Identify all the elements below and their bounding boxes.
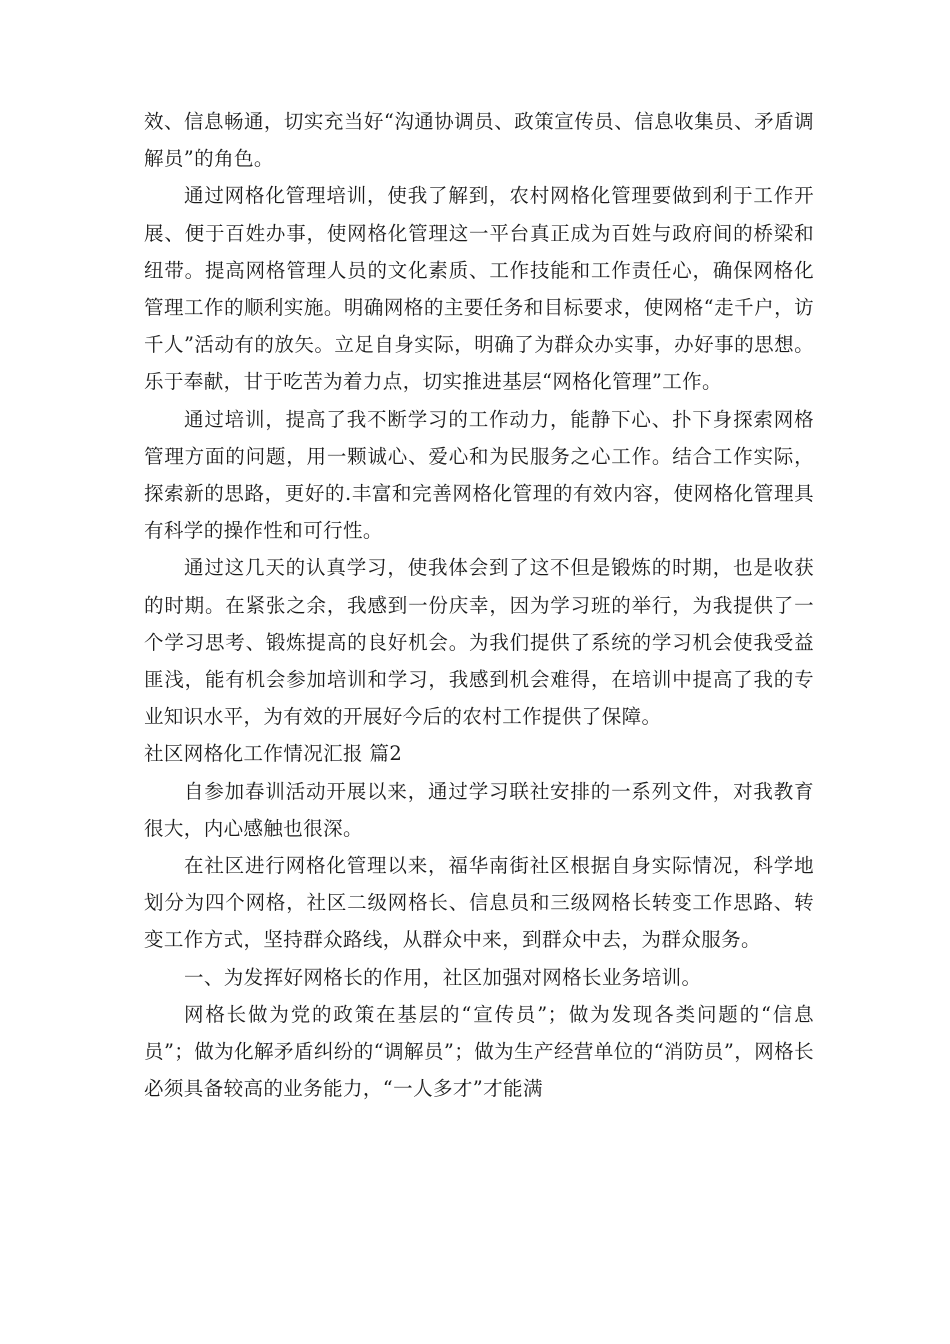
paragraph-point-one: 一、为发挥好网格长的作用，社区加强对网格长业务培训。: [184, 965, 702, 989]
paragraph-training-benefits: 通过网格化管理培训，使我了解到，农村网格化管理要做到利于工作开展、便于百姓办事，使网格化管理这一平台真正成为百姓与政府间的桥梁和纽带。提高网格管理人员的文化素质、工作技能和工作责任心，确保网格化管理工作的顺利实施。明确网格的主要任务和目标要求，使网格“走千户，访千人”活动有的放矢。立足自身实际，明确了为群众办实事，办好事的思想。乐于奉献，甘于吃苦为着力点，切实推进基层“网格化管理”工作。: [144, 184, 814, 394]
paragraph-community-grid: 在社区进行网格化管理以来，福华南街社区根据自身实际情况，科学地划分为四个网格，社区二级网格长、信息员和三级网格长转变工作思路、转变工作方式，坚持群众路线，从群众中来，到群众中去，为群众服务。: [144, 854, 814, 952]
document-body: [144, 103, 814, 1107]
paragraph-continuation: 效、信息畅通，切实充当好“沟通协调员、政策宣传员、信息收集员、矛盾调解员”的角色。: [144, 110, 814, 171]
paragraph-work-motivation: 通过培训，提高了我不断学习的工作动力，能静下心、扑下身探索网格管理方面的问题，用一颗诚心、爱心和为民服务之心工作。结合工作实际，探索新的思路，更好的.丰富和完善网格化管理的有效内容，使网格化管理具有科学的操作性和可行性。: [144, 407, 814, 543]
paragraph-grid-leader-roles: 网格长做为党的政策在基层的“宣传员”；做为发现各类问题的“信息员”；做为化解矛盾纠纷的“调解员”；做为生产经营单位的“消防员”，网格长必须具备较高的业务能力，“一人多才”才能满: [144, 1002, 814, 1101]
paragraph-study-reflection: 通过这几天的认真学习，使我体会到了这不但是锻炼的时期，也是收获的时期。在紧张之余，我感到一份庆幸，因为学习班的举行，为我提供了一个学习思考、锻炼提高的良好机会。为我们提供了系统的学习机会使我受益匪浅，能有机会参加培训和学习，我感到机会难得，在培训中提高了我的专业知识水平，为有效的开展好今后的农村工作提供了保障。: [144, 556, 814, 729]
paragraph-spring-training: 自参加春训活动开展以来，通过学习联社安排的一系列文件，对我教育很大，内心感触也很深。: [144, 779, 814, 840]
section-heading: 社区网格化工作情况汇报 篇2: [144, 742, 403, 766]
